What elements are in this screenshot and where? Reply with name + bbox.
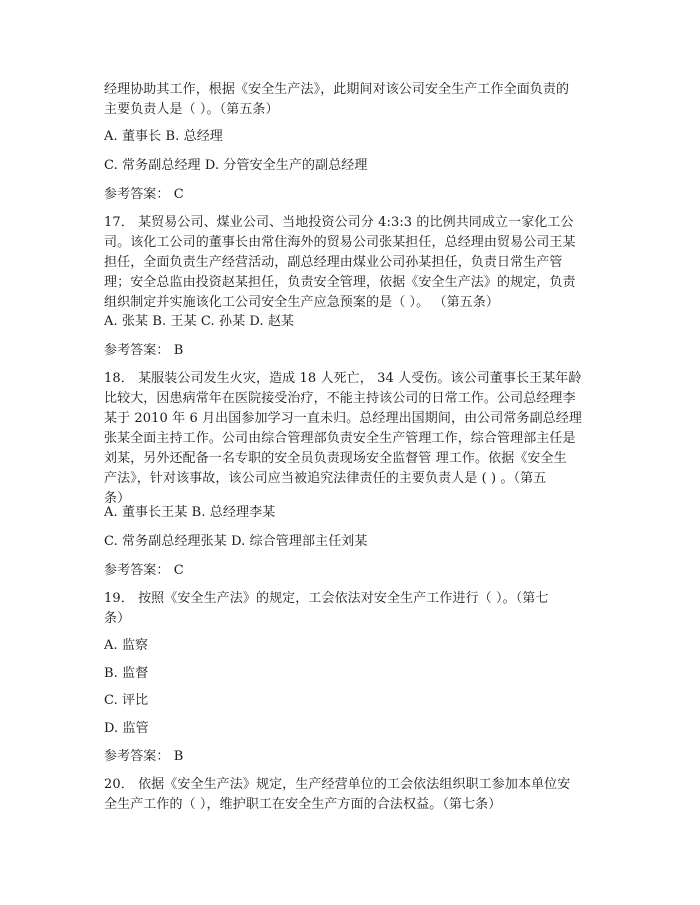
question-16-options-cd: C. 常务副总经理 D. 分管安全生产的副总经理 [104, 158, 368, 173]
question-17-answer: 参考答案： B [104, 343, 184, 358]
question-19-answer: 参考答案： B [104, 749, 184, 764]
question-19-option-a: A. 监察 [104, 638, 149, 653]
question-18-options-cd: C. 常务副总经理张某 D. 综合管理部主任刘某 [104, 534, 368, 549]
question-18-stem: 18． 某服装公司发生火灾，造成 18 人死亡， 34 人受伤。该公司董事长王某年龄 比较大，因患病常年在医院接受治疗，不能主持该公司的日常工作。公司总经理李 某于 2010 年 6 月出国参加学习一直未归。总经理出国期间，由公司常务副总经理 张某全面主持工作。公司由综合管理部负责安全生产管理工作，综合管理部主任是 刘某，另外还配备一名专职的安全员负责现场安全监督管 理工作。依据《安全生 产法》，针对该事故，该公司应当被追究法律责任的主要负责人是 ( ) 。（第五 条） [104, 371, 582, 506]
question-20-stem: 20． 依据《安全生产法》规定，生产经营单位的工会依法组织职工参加本单位安 全生产工作的（ ），维护职工在安全生产方面的合法权益。（第七条） [104, 777, 571, 812]
question-19-option-b: B. 监督 [104, 666, 149, 681]
question-18-answer: 参考答案： C [104, 563, 184, 578]
question-19-option-c: C. 评比 [104, 693, 149, 708]
question-16-stem: 经理协助其工作，根据《安全生产法》，此期间对该公司安全生产工作全面负责的 主要负责人是（ ）。（第五条） [104, 82, 570, 117]
question-16-answer: 参考答案： C [104, 187, 184, 202]
question-17-options: A. 张某 B. 王某 C. 孙某 D. 赵某 [104, 314, 295, 329]
question-18-options-ab: A. 董事长王某 B. 总经理李某 [104, 505, 276, 520]
question-19-stem: 19． 按照《安全生产法》的规定，工会依法对安全生产工作进行（ ）。（第七 条） [104, 591, 549, 626]
question-17-stem: 17． 某贸易公司、煤业公司、当地投资公司分 4:3:3 的比例共同成立一家化工公 司。该化工公司的董事长由常住海外的贸易公司张某担任，总经理由贸易公司王某 担任，全面负责生产经营活动，副总经理由煤业公司孙某担任，负责日常生产管 理；安全总监由投资赵某担任，负责安全管理，依据《安全生产法》的规定，负责 组织制定并实施该化工公司安全生产应急预案的是（ ）。 （第五条） [104, 215, 576, 310]
question-16-options-ab: A. 董事长 B. 总经理 [104, 129, 223, 144]
question-19-option-d: D. 监管 [104, 721, 149, 736]
